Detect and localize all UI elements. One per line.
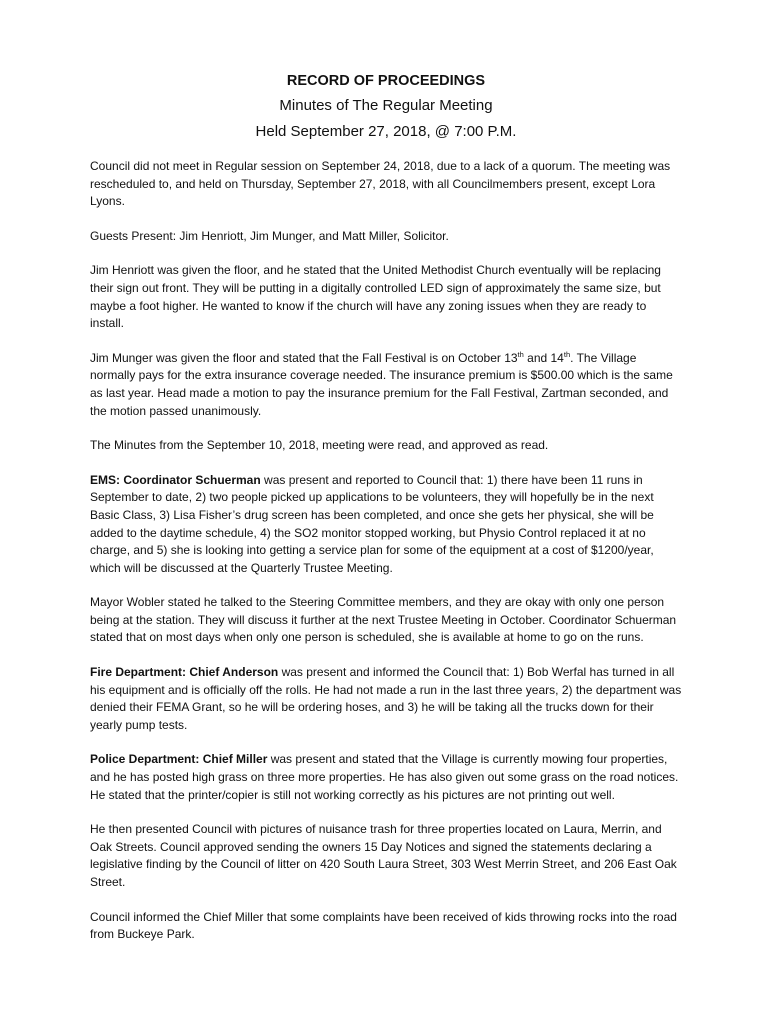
munger-text-c: . The Village normally pays for the extra insurance coverage needed. The insurance premium is $500.00 which is the same as last year. Head made a motion to pay the insurance premium for the Fall Festival, Zartman seconded, and the motion passed unanimously.: [90, 350, 673, 418]
fire-text: was present and informed the Council that: 1) Bob Werfal has turned in all his equipment and is officially off the rolls. He had not made a run in the last three years, 2) the department was denied their FEMA Grant, so he will be ordering hoses, and 3) he will be taking all the trucks down for their yearly pump tests.: [90, 665, 682, 732]
paragraph-henriott: Jim Henriott was given the floor, and he stated that the United Methodist Church eventually will be replacing their sign out front. They will be putting in a digitally controlled LED sign of approximately the same size, but maybe a foot higher. He wanted to know if the church will have any zoning issues when they are ready to install.: [90, 263, 661, 331]
munger-sup-2: th: [563, 349, 571, 359]
document-subtitle: Minutes of The Regular Meeting: [279, 97, 493, 114]
paragraph-ems: [90, 472, 682, 578]
paragraph-police: [90, 751, 682, 804]
police-text: was present and stated that the Village is currently mowing four properties, and he has posted high grass on three more properties. He has also given out some grass on the road notices. He stated that the printer/copier is still not working correctly as his pictures are not printing out well.: [90, 752, 679, 802]
fire-heading: Fire Department: Chief Anderson: [90, 665, 279, 680]
meeting-date: Held September 27, 2018, @ 7:00 P.M.: [255, 123, 517, 140]
paragraph-guests: Guests Present: Jim Henriott, Jim Munger, and Matt Miller, Solicitor.: [90, 228, 449, 243]
paragraph-quorum: Council did not meet in Regular session on September 24, 2018, due to a lack of a quorum. The meeting was rescheduled to, and held on Thursday, September 27, 2018, with all Councilmembers present, except Lora Lyons.: [90, 159, 671, 209]
police-heading: Police Department: Chief Miller: [90, 752, 268, 767]
munger-text-b: and 14: [523, 350, 564, 365]
ems-heading: EMS: Coordinator Schuerman: [90, 472, 261, 487]
munger-text-a: Jim Munger was given the floor and stated that the Fall Festival is on October 13: [90, 350, 518, 365]
paragraph-mayor: Mayor Wobler stated he talked to the Steering Committee members, and they are okay with only one person being at the station. They will discuss it further at the next Trustee Meeting in October. Coordinator Schuerman stated that on most days when only one person is scheduled, she is available at home to go on the runs.: [90, 595, 677, 645]
paragraph-munger: [90, 350, 682, 420]
paragraph-fire: [90, 664, 682, 734]
ems-text: was present and reported to Council that: 1) there have been 11 runs in September to date, 2) two people picked up applications to be volunteers, they will hopefully be in the next Basic Class, 3) Lisa Fisher’s drug screen has been completed, and once she gets her physical, she will be added to the daytime schedule, 4) the SO2 monitor stopped working, but Physio Control replaced it at no charge, and 5) she is looking into getting a service plan for some of the equipment at a cost of $1200/year, which will be discussed at the Quarterly Trustee Meeting.: [90, 472, 654, 575]
paragraph-nuisance: He then presented Council with pictures of nuisance trash for three properties located on Laura, Merrin, and Oak Streets. Council approved sending the owners 15 Day Notices and signed the statements declaring a legislative finding by the Council of litter on 420 South Laura Street, 303 West Merrin Street, and 206 East Oak Street.: [90, 822, 677, 889]
document-title: RECORD OF PROCEEDINGS: [286, 73, 486, 89]
munger-sup-1: th: [517, 349, 524, 359]
paragraph-buckeye-park: Council informed the Chief Miller that some complaints have been received of kids throwing rocks into the road from Buckeye Park.: [90, 909, 677, 942]
title-block: [90, 72, 682, 142]
paragraph-minutes-approval: The Minutes from the September 10, 2018, meeting were read, and approved as read.: [90, 438, 549, 453]
